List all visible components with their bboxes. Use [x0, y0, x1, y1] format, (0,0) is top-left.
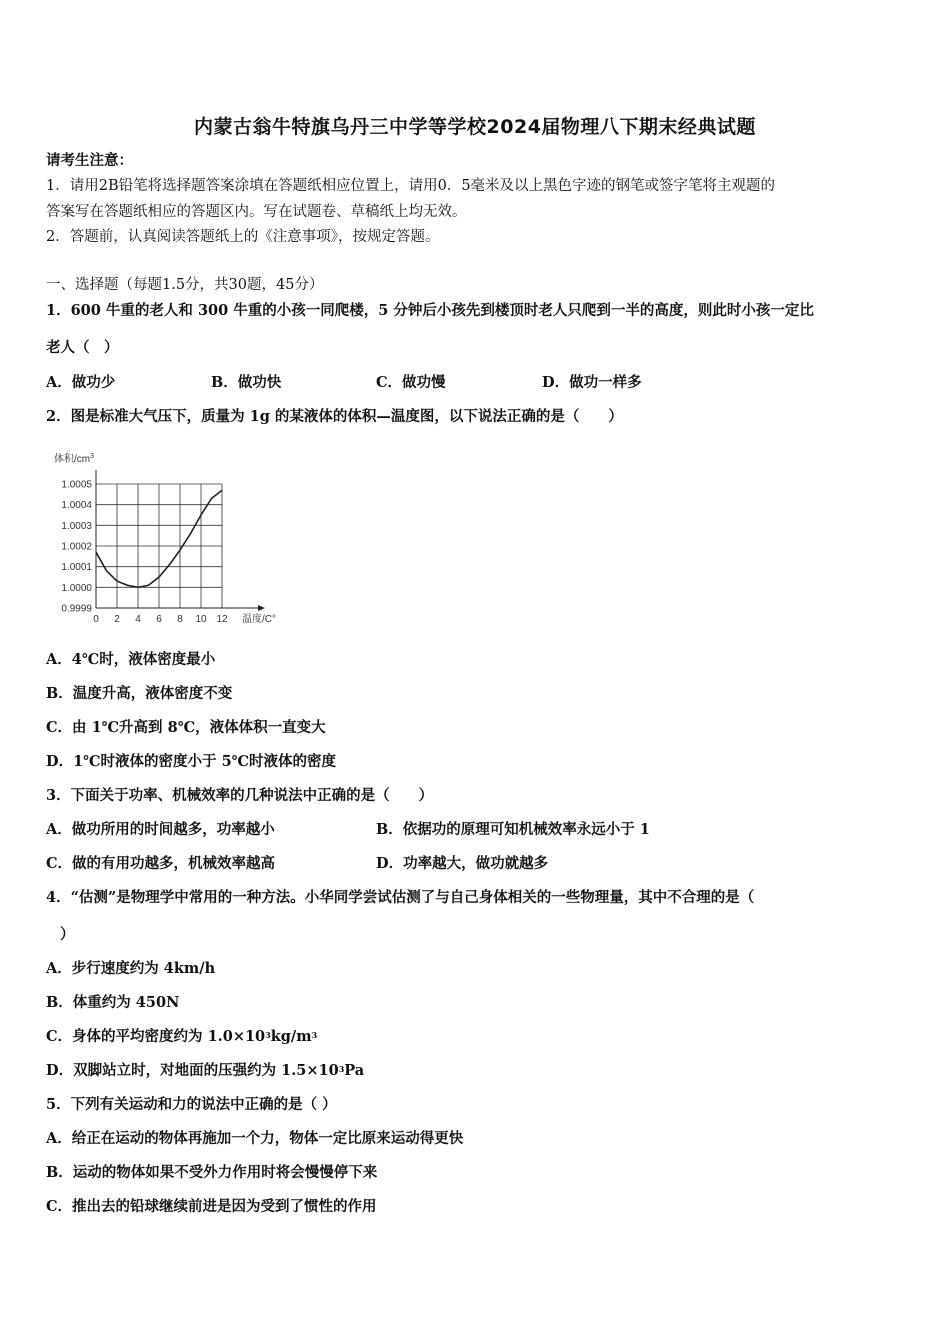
chart-y-ticks: [61, 480, 92, 615]
chart-grid: [96, 484, 222, 608]
chart-axes: [96, 470, 265, 611]
question-2-option-d: D．1℃时液体的密度小于 5℃时液体的密度: [46, 753, 337, 770]
question-5-option-a: A．给正在运动的物体再施加一个力，物体一定比原来运动得更快: [46, 1130, 464, 1147]
question-4-option-a: A．步行速度约为 4km/h: [46, 960, 216, 977]
question-1-option-b: B．做功快: [211, 374, 282, 391]
question-5-option-c: C．推出去的铅球继续前进是因为受到了惯性的作用: [46, 1198, 377, 1215]
x-tick-label: 12: [216, 614, 228, 625]
x-tick-label: 4: [135, 614, 141, 625]
question-4-option-b: B．体重约为 450N: [46, 994, 180, 1011]
question-1-option-c: C．做功慢: [376, 374, 446, 391]
x-tick-label: 10: [195, 614, 207, 625]
notice-item-1: 1．请用2B铅笔将选择题答案涂填在答题纸相应位置上，请用0．5毫米及以上黑色字迹的钢笔或签字笔将主观题的: [46, 178, 776, 194]
question-3-option-d: D．功率越大，做功就越多: [376, 855, 549, 872]
x-axis-arrow: [258, 605, 265, 611]
question-3-stem: 3．下面关于功率、机械效率的几种说法中正确的是（ ）: [46, 787, 434, 804]
question-2-option-c: C．由 1℃升高到 8℃，液体体积一直变大: [46, 719, 326, 736]
question-1-stem: 1．600 牛重的老人和 300 牛重的小孩一同爬楼，5 分钟后小孩先到楼顶时老人只爬到一半的高度，则此时小孩一定比: [46, 302, 814, 319]
question-1-stem-cont: 老人（ ）: [46, 339, 119, 356]
y-tick-label: 0.9999: [61, 603, 92, 615]
question-3-option-a: A．做功所用的时间越多，功率越小: [46, 821, 275, 838]
question-4-stem-cont: ）: [60, 926, 75, 943]
question-5-option-b: B．运动的物体如果不受外力作用时将会慢慢停下来: [46, 1164, 378, 1181]
y-tick-label: 1.0001: [61, 562, 92, 574]
question-2-stem: 2．图是标准大气压下，质量为 1g 的某液体的体积—温度图，以下说法正确的是（ ）: [46, 408, 623, 425]
x-tick-label: 0: [93, 614, 99, 625]
y-tick-label: 1.0003: [61, 520, 92, 532]
chart-x-ticks: [93, 614, 228, 625]
question-2-option-b: B．温度升高，液体密度不变: [46, 685, 233, 702]
chart-x-axis-label: 温度/C°: [242, 614, 276, 625]
notice-heading: 请考生注意：: [46, 152, 133, 169]
x-tick-label: 2: [114, 614, 120, 625]
question-4-option-d: D．双脚站立时，对地面的压强约为 $1.5\times 10^3Pa$: [46, 1062, 365, 1079]
y-tick-label: 1.0004: [61, 500, 92, 512]
page-title: 内蒙古翁牛特旗乌丹三中学等学校2024届物理八下期末经典试题: [194, 116, 756, 138]
question-3-option-c: C．做的有用功越多，机械效率越高: [46, 855, 276, 872]
question-5-stem: 5．下列有关运动和力的说法中正确的是（ ）: [46, 1096, 337, 1113]
question-3-option-b: B．依据功的原理可知机械效率永远小于 1: [376, 821, 650, 838]
x-tick-label: 8: [177, 614, 183, 625]
question-2-option-a: A．4℃时，液体密度最小: [46, 651, 216, 668]
y-tick-label: 1.0002: [61, 541, 92, 553]
notice-item-2: 2．答题前，认真阅读答题纸上的《注意事项》，按规定答题。: [46, 229, 440, 245]
volume-temperature-chart: [46, 448, 296, 630]
notice-item-1-cont: 答案写在答题纸相应的答题区内。写在试题卷、草稿纸上均无效。: [46, 204, 467, 220]
question-1-option-a: A．做功少: [46, 374, 116, 391]
chart-y-axis-label: 体积$/cm^3$: [54, 453, 95, 465]
question-4-stem: 4．“估测”是物理学中常用的一种方法。小华同学尝试估测了与自己身体相关的一些物理量，其中不合理的是（: [46, 889, 755, 906]
y-tick-label: 1.0000: [61, 582, 92, 594]
y-tick-label: 1.0005: [61, 479, 92, 491]
x-tick-label: 6: [156, 614, 162, 625]
question-1-option-d: D．做功一样多: [542, 374, 642, 391]
section-heading: 一、选择题（每题1.5分，共30题，45分）: [46, 277, 324, 293]
question-4-option-c: C．身体的平均密度约为 $1.0\times 10^3kg/m^3$: [46, 1028, 318, 1045]
